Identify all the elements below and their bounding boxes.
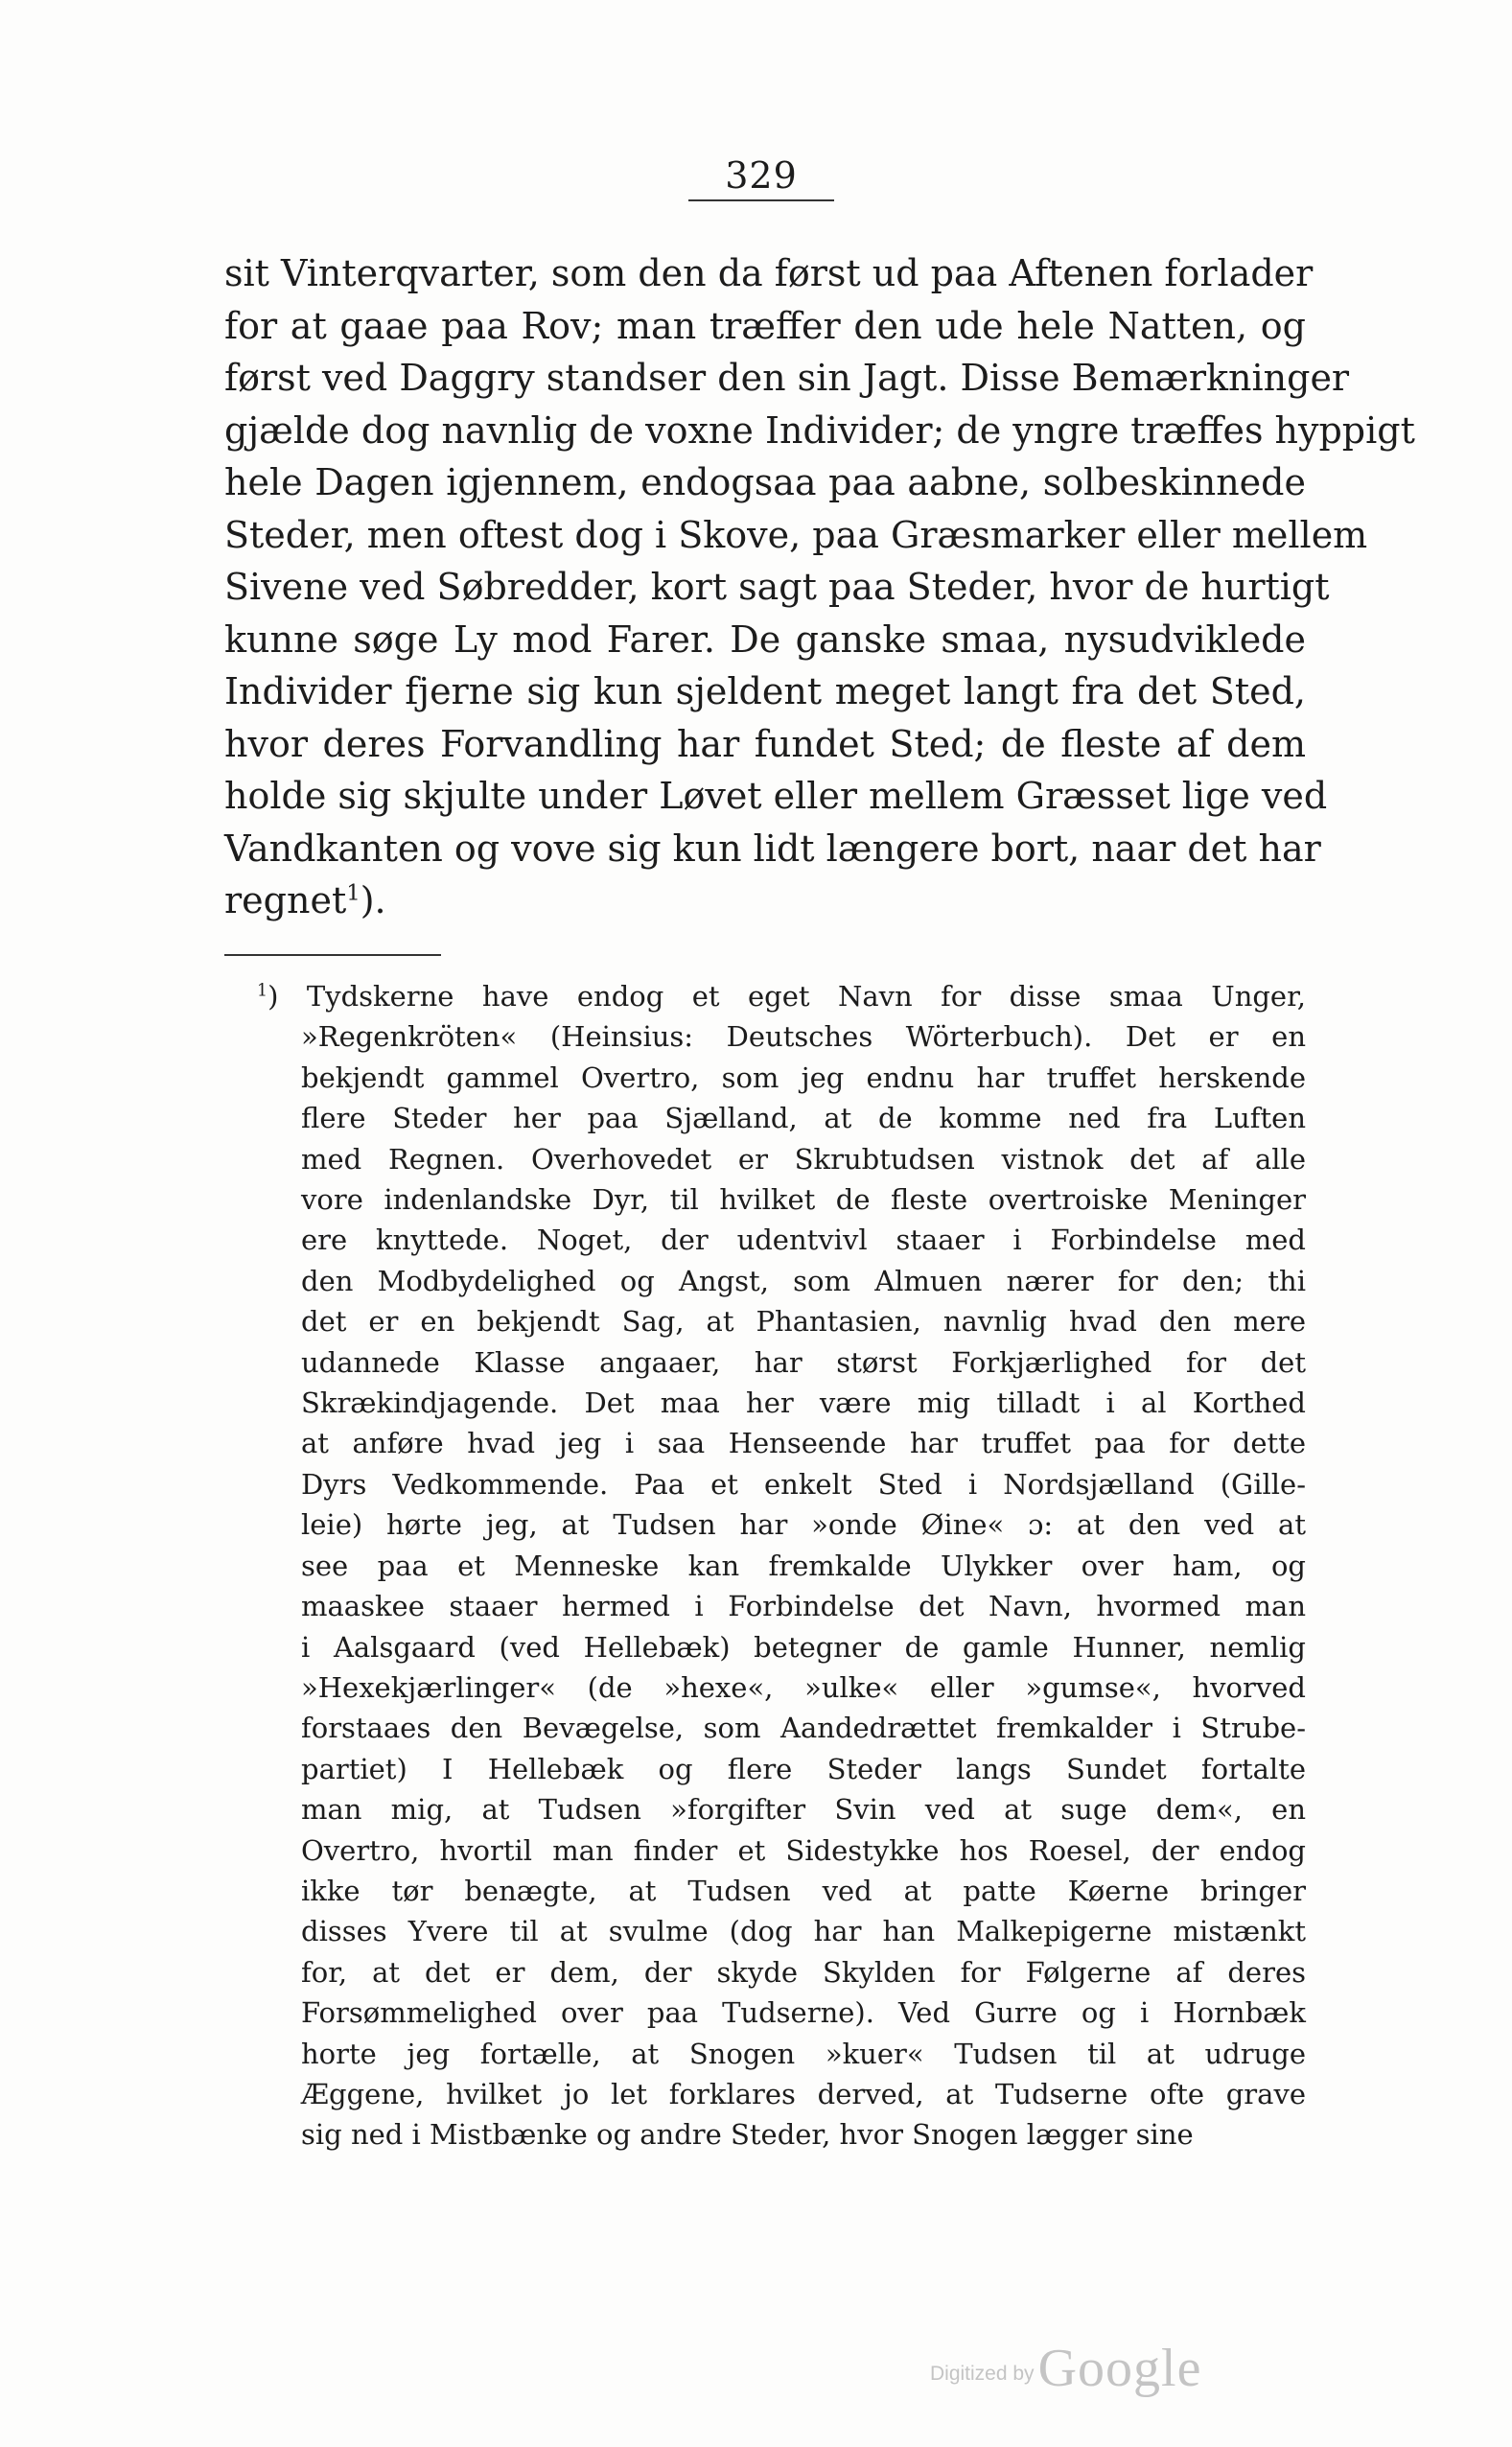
footnote-line: forstaaes den Bevægelse, som Aandedrættet fremkalder i Strube- [301, 1712, 1306, 1745]
footnote-first-text: ) Tydskerne have endog et eget Navn for disse smaa Unger, [268, 980, 1306, 1013]
footnote-line: for, at det er dem, der skyde Skylden for Følgerne af deres [301, 1955, 1306, 1989]
footnote-line: »Hexekjærlinger« (de »hexe«, »ulke« eller »gumse«, hvorved [301, 1670, 1306, 1704]
body-line: holde sig skjulte under Løvet eller mellem Græsset lige ved [224, 775, 1328, 817]
footnote-line: Dyrs Vedkommende. Paa et enkelt Sted i Nordsjælland (Gille- [301, 1467, 1306, 1501]
footnote-line-last: sig ned i Mistbænke og andre Steder, hvor Snogen lægger sine [301, 2118, 1194, 2152]
body-line: hvor deres Forvandling har fundet Sted; de fleste af dem [224, 722, 1306, 765]
body-line: sit Vinterqvarter, som den da først ud paa Aftenen forlader [224, 252, 1314, 294]
watermark-prefix: Digitized by [930, 2363, 1035, 2385]
footnote-line: ikke tør benægte, at Tudsen ved at patte Køerne bringer [301, 1874, 1306, 1907]
digitized-by-google-watermark [930, 2338, 1246, 2405]
body-line: Steder, men oftest dog i Skove, paa Græsmarker eller mellem [224, 513, 1368, 556]
footnote-line-first [224, 976, 1306, 1016]
body-line-last [224, 874, 1306, 927]
footnote-line: horte jeg fortælle, at Snogen »kuer« Tudsen til at udruge [301, 2037, 1306, 2070]
footnote-marker: 1 [257, 981, 268, 1001]
body-last-tail: ). [360, 879, 386, 921]
body-line: først ved Daggry standser den sin Jagt. Disse Bemærkninger [224, 357, 1350, 399]
footnote-line: Forsømmelighed over paa Tudserne). Ved Gurre og i Hornbæk [301, 1996, 1306, 2030]
footnote-line: ere knyttede. Noget, der udentvivl staaer i Forbindelse med [301, 1224, 1306, 1257]
footnote-line: »Regenkröten« (Heinsius: Deutsches Wörterbuch). Det er en [301, 1020, 1306, 1054]
footnote-line: Skrækindjagende. Det maa her være mig tilladt i al Korthed [301, 1387, 1306, 1420]
body-line: hele Dagen igjennem, endogsaa paa aabne, solbeskinnede [224, 461, 1306, 503]
footnote-line: vore indenlandske Dyr, til hvilket de fleste overtroiske Meninger [301, 1183, 1306, 1217]
body-line: Sivene ved Søbredder, kort sagt paa Steder, hvor de hurtigt [224, 566, 1330, 608]
page-number: 329 [688, 153, 834, 201]
footnote-line: den Modbydelighed og Angst, som Almuen nærer for den; thi [301, 1264, 1306, 1297]
footnote-separator-rule [224, 954, 441, 956]
footnote-line: disses Yvere til at svulme (dog har han Malkepigerne mistænkt [301, 1915, 1306, 1948]
footnote-reference-marker: 1 [346, 880, 361, 906]
body-line: kunne søge Ly mod Farer. De ganske smaa, nysudviklede [224, 618, 1306, 661]
footnote [224, 976, 1306, 2156]
body-line: Individer fjerne sig kun sjeldent meget langt fra det Sted, [224, 670, 1306, 712]
body-line: gjælde dog navnlig de voxne Individer; de yngre træffes hyppigt [224, 408, 1415, 452]
footnote-line: man mig, at Tudsen »forgifter Svin ved at suge dem«, en [301, 1793, 1306, 1827]
body-text [224, 247, 1415, 927]
footnote-line: flere Steder her paa Sjælland, at de komme ned fra Luften [301, 1102, 1306, 1135]
footnote-line: at anføre hvad jeg i saa Henseende har truffet paa for dette [301, 1427, 1306, 1460]
google-logo: Google [1037, 2339, 1202, 2398]
footnote-line: Æggene, hvilket jo let forklares derved, at Tudserne ofte grave [301, 2077, 1306, 2110]
footnote-line: maaskee staaer hermed i Forbindelse det Navn, hvormed man [301, 1590, 1306, 1623]
footnote-line: bekjendt gammel Overtro, som jeg endnu har truffet herskende [301, 1060, 1306, 1094]
footnote-line: partiet) I Hellebæk og flere Steder langs Sundet fortalte [301, 1752, 1306, 1785]
footnote-line: see paa et Menneske kan fremkalde Ulykker over ham, og [301, 1549, 1306, 1582]
footnote-line: det er en bekjendt Sag, at Phantasien, navnlig hvad den mere [301, 1305, 1306, 1339]
footnote-line: i Aalsgaard (ved Hellebæk) betegner de gamle Hunner, nemlig [301, 1630, 1306, 1664]
footnote-line: leie) hørte jeg, at Tudsen har »onde Øine« ɔ: at den ved at [301, 1508, 1306, 1542]
body-last-text: regnet [224, 879, 347, 921]
body-line: for at gaae paa Rov; man træffer den ude hele Natten, og [224, 304, 1306, 347]
body-line: Vandkanten og vove sig kun lidt længere bort, naar det har [224, 827, 1321, 870]
footnote-line: Overtro, hvortil man finder et Sidestykke hos Roesel, der endog [301, 1833, 1306, 1867]
footnote-line: udannede Klasse angaaer, har størst Forkjærlighed for det [301, 1345, 1306, 1379]
footnote-line: med Regnen. Overhovedet er Skrubtudsen vistnok det af alle [301, 1142, 1306, 1176]
